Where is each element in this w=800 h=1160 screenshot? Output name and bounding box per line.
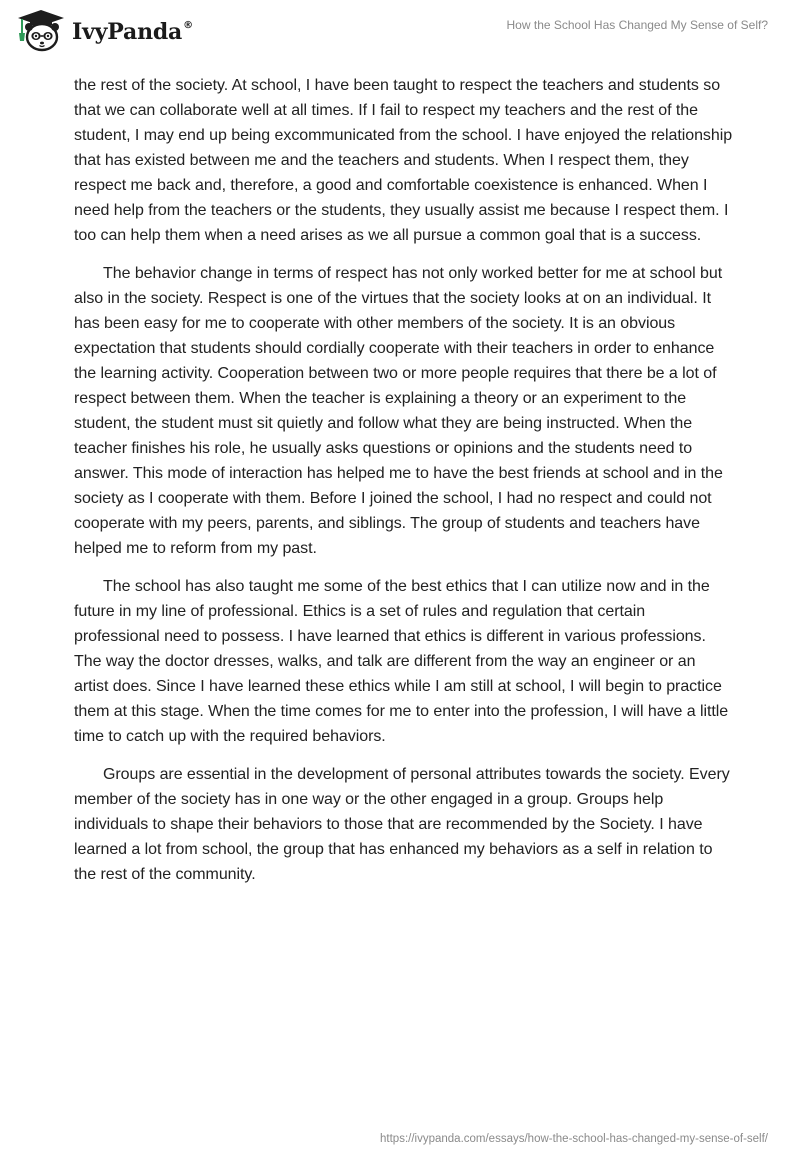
essay-paragraph: the rest of the society. At school, I have been taught to respect the teachers and students so that we can collaborate well at all times. If I fail to respect my teachers and the rest of the student, I may end up being excommunicated from the school. I have enjoyed the relationship that has existed between me and the teachers and students. When I respect them, they respect me back and, therefore, a good and comfortable coexistence is enhanced. When I need help from the teachers or the students, they usually assist me because I respect them. I too can help them when a need arises as we all pursue a common goal that is a success.	[74, 77, 733, 244]
page-header	[0, 0, 800, 64]
registered-mark: ®	[183, 20, 193, 31]
brand-name	[72, 19, 193, 45]
document-title: How the School Has Changed My Sense of Self?	[506, 18, 768, 32]
brand-name-text: IvyPanda	[72, 19, 183, 45]
essay-paragraph: The behavior change in terms of respect has not only worked better for me at school but also in the society. Respect is one of the virtues that the society looks at on an individual. It has been easy for me to cooperate with other members of the society. It is an obvious expectation that students should cordially cooperate with their teachers in order to enhance the learning activity. Cooperation between two or more people requires that there be a lot of respect between them. When the teacher is explaining a theory or an experiment to the student, the student must sit quietly and follow what they are being instructed. When the teacher finishes his role, he usually asks questions or opinions and the students need to answer. This mode of interaction has helped me to have the best friends at school and in the society as I cooperate with them. Before I joined the school, I had no respect and could not cooperate with my peers, parents, and siblings. The group of students and teachers have helped me to reform from my past.	[74, 265, 723, 557]
source-url[interactable]: https://ivypanda.com/essays/how-the-school-has-changed-my-sense-of-self/	[380, 1133, 768, 1145]
ivypanda-logo[interactable]	[14, 9, 193, 53]
essay-body	[74, 73, 734, 900]
panda-graduate-icon	[14, 9, 68, 53]
essay-paragraph: The school has also taught me some of the best ethics that I can utilize now and in the future in my line of professional. Ethics is a set of rules and regulation that certain professional need to possess. I have learned that ethics is different in various professions. The way the doctor dresses, walks, and talk are different from the way an engineer or an artist does. Since I have learned these ethics while I am still at school, I will begin to practice them at this stage. When the time comes for me to enter into the profession, I will have a little time to catch up with the required behaviors.	[74, 578, 729, 745]
essay-paragraph: Groups are essential in the development of personal attributes towards the society. Every member of the society has in one way or the other engaged in a group. Groups help individuals to shape their behaviors to those that are recommended by the Society. I have learned a lot from school, the group that has enhanced my behaviors as a self in relation to the rest of the community.	[74, 766, 730, 883]
